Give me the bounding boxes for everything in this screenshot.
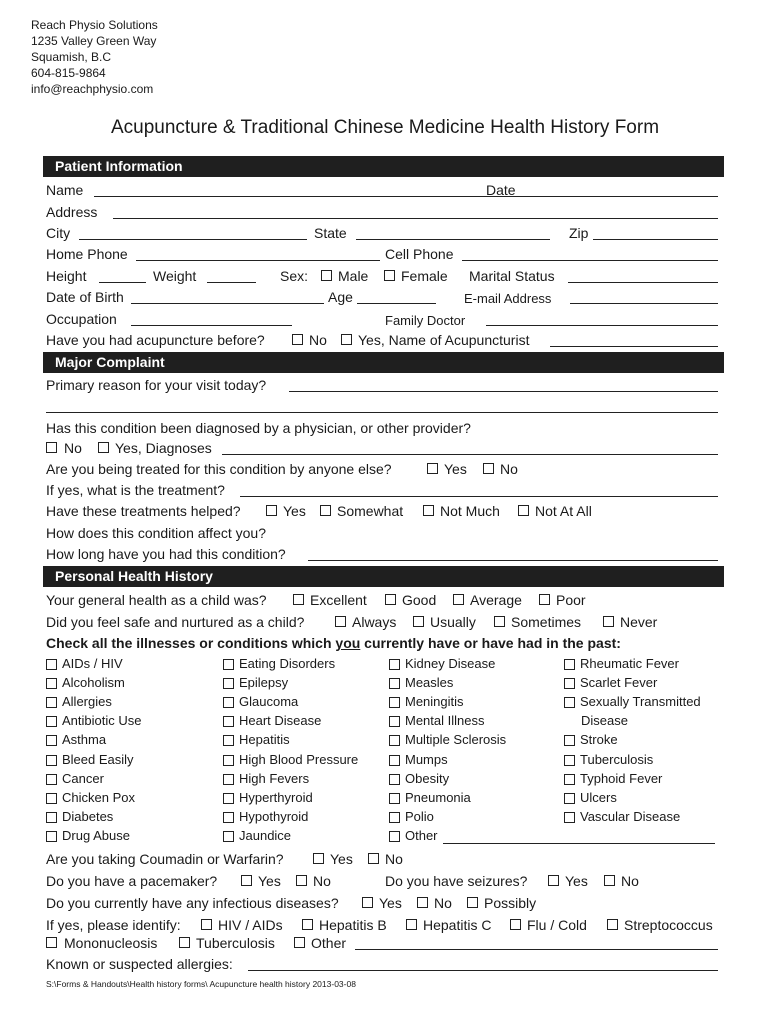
row-infectious — [46, 895, 718, 915]
infectious-label: Do you currently have any infectious diseases? — [46, 895, 339, 911]
address-label: Address — [46, 204, 98, 220]
condition-label: Asthma — [62, 732, 107, 747]
identify-label: If yes, please identify: — [46, 917, 181, 933]
row-diagnoses — [46, 440, 718, 460]
weight-label: Weight — [153, 268, 197, 284]
good-label: Good — [402, 592, 437, 608]
infectious-possibly-checkbox[interactable] — [467, 897, 478, 908]
always-label: Always — [352, 614, 397, 630]
row-helped — [46, 503, 718, 523]
condition-label: Jaundice — [239, 828, 292, 843]
clinic-name: Reach Physio Solutions — [31, 18, 158, 32]
hepatitis-b-label: Hepatitis B — [319, 917, 387, 933]
home-phone-field[interactable] — [136, 246, 380, 261]
usually-label: Usually — [430, 614, 476, 630]
name-label: Name — [46, 182, 84, 198]
coumadin-no-checkbox[interactable] — [368, 853, 379, 864]
treated-yes-checkbox[interactable] — [427, 463, 438, 474]
diagnosed-label: Has this condition been diagnosed by a physician, or other provider? — [46, 420, 471, 436]
child-health-label: Your general health as a child was? — [46, 592, 267, 608]
helped-somewhat-label: Somewhat — [337, 503, 404, 519]
seizures-label: Do you have seizures? — [385, 873, 528, 889]
helped-yes-checkbox[interactable] — [266, 505, 277, 516]
condition-label: Stroke — [580, 732, 618, 747]
pacemaker-yes-label: Yes — [258, 873, 281, 889]
seizures-yes-label: Yes — [565, 873, 588, 889]
condition-checkbox[interactable] — [564, 774, 575, 785]
clinic-city: Squamish, B.C — [31, 50, 112, 64]
height-label: Height — [46, 268, 87, 284]
condition-checkbox[interactable] — [389, 716, 400, 727]
pacemaker-yes-checkbox[interactable] — [241, 875, 252, 886]
condition-checkbox[interactable] — [389, 697, 400, 708]
helped-not-at-all-label: Not At All — [535, 503, 592, 519]
diagnoses-label: Yes, Diagnoses — [115, 440, 212, 456]
condition-checkbox[interactable] — [46, 793, 57, 804]
helped-label: Have these treatments helped? — [46, 503, 241, 519]
acupuncture-no-checkbox[interactable] — [292, 334, 303, 345]
how-long-label: How long have you had this condition? — [46, 546, 286, 562]
condition-checkbox[interactable] — [564, 755, 575, 766]
condition-checkbox[interactable] — [389, 659, 400, 670]
zip-label: Zip — [569, 225, 589, 241]
condition-label: Vascular Disease — [580, 809, 681, 824]
condition-checkbox[interactable] — [389, 774, 400, 785]
helped-somewhat-checkbox[interactable] — [320, 505, 331, 516]
section-major-complaint: Major Complaint — [43, 352, 724, 373]
affect-label: How does this condition affect you? — [46, 525, 266, 541]
state-field[interactable] — [356, 225, 550, 240]
condition-checkbox[interactable] — [46, 659, 57, 670]
condition-label: Typhoid Fever — [580, 771, 663, 786]
condition-checkbox[interactable] — [223, 659, 234, 670]
streptococcus-checkbox[interactable] — [607, 919, 618, 930]
condition-checkbox[interactable] — [389, 678, 400, 689]
allergies-field[interactable] — [248, 956, 718, 971]
row-acupuncture-before — [46, 332, 718, 352]
clinic-street: 1235 Valley Green Way — [31, 34, 157, 48]
age-field[interactable] — [357, 289, 436, 304]
row-occupation-doctor — [46, 311, 718, 331]
footer-path: S:\Forms & Handouts\Health history forms\ Acupuncture health history 2013-03-08 — [46, 979, 356, 989]
how-long-field[interactable] — [308, 546, 718, 561]
zip-field[interactable] — [593, 225, 718, 240]
row-check-instructions — [46, 635, 718, 655]
seizures-no-label: No — [621, 873, 639, 889]
treated-label: Are you being treated for this condition by anyone else? — [46, 461, 392, 477]
name-field[interactable] — [94, 182, 528, 197]
age-label: Age — [328, 289, 353, 305]
sex-label: Sex: — [280, 268, 309, 284]
coumadin-yes-checkbox[interactable] — [313, 853, 324, 864]
infectious-other-checkbox[interactable] — [294, 937, 305, 948]
pacemaker-no-checkbox[interactable] — [296, 875, 307, 886]
condition-checkbox[interactable] — [389, 793, 400, 804]
condition-checkbox[interactable] — [223, 716, 234, 727]
city-label: City — [46, 225, 71, 241]
diagnosed-yes-checkbox[interactable] — [98, 442, 109, 453]
diagnoses-field[interactable] — [222, 440, 718, 455]
row-how-long — [46, 546, 718, 566]
excellent-checkbox[interactable] — [293, 594, 304, 605]
condition-checkbox[interactable] — [389, 812, 400, 823]
average-label: Average — [470, 592, 522, 608]
pacemaker-label: Do you have a pacemaker? — [46, 873, 218, 889]
row-mono-tb-other — [46, 935, 718, 955]
diagnosed-no-label: No — [64, 440, 82, 456]
condition-other-field[interactable] — [443, 829, 715, 844]
seizures-yes-checkbox[interactable] — [548, 875, 559, 886]
condition-label: Hyperthyroid — [239, 790, 313, 805]
coumadin-yes-label: Yes — [330, 851, 353, 867]
email-label: E-mail Address — [464, 291, 552, 306]
infectious-no-label: No — [434, 895, 452, 911]
never-label: Never — [620, 614, 658, 630]
condition-checkbox[interactable] — [223, 812, 234, 823]
condition-label: Cancer — [62, 771, 104, 786]
check-instructions-you: you — [335, 635, 361, 651]
family-doctor-label: Family Doctor — [385, 313, 466, 328]
check-instructions — [46, 635, 621, 652]
condition-label: Sexually Transmitted — [580, 694, 701, 709]
primary-reason-field[interactable] — [289, 377, 718, 392]
primary-reason-field-2[interactable] — [46, 398, 718, 413]
condition-label: Heart Disease — [239, 713, 322, 728]
helped-yes-label: Yes — [283, 503, 306, 519]
condition-label: Tuberculosis — [580, 752, 654, 767]
treated-no-label: No — [500, 461, 518, 477]
infectious-possibly-label: Possibly — [484, 895, 537, 911]
row-phones — [46, 246, 718, 266]
condition-label: AIDs / HIV — [62, 656, 123, 671]
condition-checkbox[interactable] — [564, 659, 575, 670]
marital-status-field[interactable] — [568, 268, 718, 283]
condition-label: High Fevers — [239, 771, 310, 786]
cell-phone-label: Cell Phone — [385, 246, 454, 262]
hiv-label: HIV / AIDs — [218, 917, 283, 933]
condition-label: Epilepsy — [239, 675, 289, 690]
condition-checkbox[interactable] — [223, 755, 234, 766]
infectious-other-field[interactable] — [355, 935, 718, 950]
dob-field[interactable] — [131, 289, 324, 304]
male-checkbox[interactable] — [321, 270, 332, 281]
condition-label: Chicken Pox — [62, 790, 135, 805]
acupuncturist-name-label: Yes, Name of Acupuncturist — [358, 332, 530, 348]
tuberculosis-checkbox[interactable] — [179, 937, 190, 948]
flu-cold-checkbox[interactable] — [510, 919, 521, 930]
always-checkbox[interactable] — [335, 616, 346, 627]
condition-label: Kidney Disease — [405, 656, 496, 671]
flu-cold-label: Flu / Cold — [527, 917, 587, 933]
condition-label: Drug Abuse — [62, 828, 130, 843]
condition-label: Other — [405, 828, 438, 843]
condition-label: Bleed Easily — [62, 752, 134, 767]
helped-not-much-checkbox[interactable] — [423, 505, 434, 516]
condition-label: Multiple Sclerosis — [405, 732, 507, 747]
poor-checkbox[interactable] — [539, 594, 550, 605]
family-doctor-field[interactable] — [486, 311, 718, 326]
condition-checkbox[interactable] — [46, 831, 57, 842]
row-diagnosed — [46, 420, 718, 440]
condition-checkbox[interactable] — [223, 735, 234, 746]
row-pacemaker-seizures — [46, 873, 718, 893]
cell-phone-field[interactable] — [462, 246, 718, 261]
condition-checkbox[interactable] — [389, 831, 400, 842]
condition-label: Alcoholism — [62, 675, 125, 690]
condition-checkbox[interactable] — [564, 735, 575, 746]
row-treated — [46, 461, 718, 481]
condition-label: Scarlet Fever — [580, 675, 658, 690]
form-title: Acupuncture & Traditional Chinese Medicine Health History Form — [110, 117, 660, 138]
condition-checkbox[interactable] — [223, 831, 234, 842]
condition-checkbox[interactable] — [46, 716, 57, 727]
condition-checkbox[interactable] — [223, 678, 234, 689]
treatment-field[interactable] — [240, 482, 718, 497]
hepatitis-c-checkbox[interactable] — [406, 919, 417, 930]
hepatitis-b-checkbox[interactable] — [302, 919, 313, 930]
condition-label: Eating Disorders — [239, 656, 336, 671]
treatment-label: If yes, what is the treatment? — [46, 482, 225, 498]
condition-label: Pneumonia — [405, 790, 471, 805]
condition-label: Mental Illness — [405, 713, 485, 728]
condition-checkbox[interactable] — [46, 697, 57, 708]
check-instructions-pre: Check all the illnesses or conditions which — [46, 635, 336, 651]
condition-label: Allergies — [62, 694, 112, 709]
height-field[interactable] — [99, 268, 146, 283]
average-checkbox[interactable] — [453, 594, 464, 605]
condition-label: Obesity — [405, 771, 450, 786]
seizures-no-checkbox[interactable] — [604, 875, 615, 886]
condition-checkbox[interactable] — [46, 774, 57, 785]
good-checkbox[interactable] — [385, 594, 396, 605]
condition-checkbox[interactable] — [389, 755, 400, 766]
condition-checkbox[interactable] — [223, 697, 234, 708]
marital-status-label: Marital Status — [469, 268, 555, 284]
condition-label: Diabetes — [62, 809, 114, 824]
city-field[interactable] — [79, 225, 307, 240]
streptococcus-label: Streptococcus — [624, 917, 713, 933]
date-label: Date — [486, 182, 516, 198]
infectious-other-label: Other — [311, 935, 347, 951]
row-affect — [46, 525, 718, 545]
never-checkbox[interactable] — [603, 616, 614, 627]
tuberculosis-label: Tuberculosis — [196, 935, 275, 951]
section-patient-information: Patient Information — [43, 156, 724, 177]
date-field[interactable] — [525, 182, 718, 197]
condition-label: Ulcers — [580, 790, 617, 805]
condition-label: Polio — [405, 809, 434, 824]
condition-checkbox[interactable] — [389, 735, 400, 746]
occupation-field[interactable] — [131, 311, 292, 326]
condition-checkbox[interactable] — [46, 678, 57, 689]
row-dob-age-email — [46, 289, 718, 309]
condition-checkbox[interactable] — [223, 774, 234, 785]
address-field[interactable] — [113, 204, 718, 219]
mononucleosis-label: Mononucleosis — [64, 935, 158, 951]
row-allergies — [46, 956, 718, 976]
coumadin-no-label: No — [385, 851, 403, 867]
check-instructions-post: currently have or have had in the past: — [360, 635, 621, 651]
condition-label: Hepatitis — [239, 732, 290, 747]
occupation-label: Occupation — [46, 311, 117, 327]
safe-nurtured-label: Did you feel safe and nurtured as a child? — [46, 614, 305, 630]
sometimes-label: Sometimes — [511, 614, 582, 630]
weight-field[interactable] — [207, 268, 256, 283]
acupuncturist-name-field[interactable] — [550, 332, 718, 347]
allergies-label: Known or suspected allergies: — [46, 956, 233, 972]
condition-label-continued: Disease — [581, 713, 628, 728]
helped-not-much-label: Not Much — [440, 503, 500, 519]
diagnosed-no-checkbox[interactable] — [46, 442, 57, 453]
usually-checkbox[interactable] — [413, 616, 424, 627]
female-checkbox[interactable] — [384, 270, 395, 281]
acupuncture-yes-checkbox[interactable] — [341, 334, 352, 345]
pacemaker-no-label: No — [313, 873, 331, 889]
excellent-label: Excellent — [310, 592, 367, 608]
condition-checkbox[interactable] — [223, 793, 234, 804]
section-personal-health-history: Personal Health History — [43, 566, 724, 587]
primary-reason-label: Primary reason for your visit today? — [46, 377, 267, 393]
infectious-no-checkbox[interactable] — [417, 897, 428, 908]
condition-label: Meningitis — [405, 694, 464, 709]
condition-label: Antibiotic Use — [62, 713, 142, 728]
clinic-phone: 604-815-9864 — [31, 66, 106, 80]
row-name-date — [46, 182, 718, 202]
condition-checkbox[interactable] — [46, 755, 57, 766]
condition-label: Rheumatic Fever — [580, 656, 679, 671]
row-coumadin — [46, 851, 718, 871]
row-child-health — [46, 592, 718, 612]
condition-label: High Blood Pressure — [239, 752, 359, 767]
treated-no-checkbox[interactable] — [483, 463, 494, 474]
row-identify — [46, 917, 718, 937]
hepatitis-c-label: Hepatitis C — [423, 917, 492, 933]
hiv-checkbox[interactable] — [201, 919, 212, 930]
row-treatment — [46, 482, 718, 502]
poor-label: Poor — [556, 592, 586, 608]
treated-yes-label: Yes — [444, 461, 467, 477]
row-address — [46, 204, 718, 224]
home-phone-label: Home Phone — [46, 246, 128, 262]
acupuncture-no-label: No — [309, 332, 327, 348]
dob-label: Date of Birth — [46, 289, 124, 305]
condition-checkbox[interactable] — [46, 812, 57, 823]
sometimes-checkbox[interactable] — [494, 616, 505, 627]
coumadin-label: Are you taking Coumadin or Warfarin? — [46, 851, 284, 867]
row-city-state-zip — [46, 225, 718, 245]
row-height-weight-sex — [46, 268, 718, 288]
row-primary-reason-cont — [46, 398, 718, 418]
female-label: Female — [401, 268, 448, 284]
helped-not-at-all-checkbox[interactable] — [518, 505, 529, 516]
condition-label: Mumps — [405, 752, 448, 767]
male-label: Male — [338, 268, 369, 284]
mononucleosis-checkbox[interactable] — [46, 937, 57, 948]
condition-checkbox[interactable] — [564, 812, 575, 823]
condition-checkbox[interactable] — [564, 697, 575, 708]
condition-checkbox[interactable] — [564, 678, 575, 689]
row-primary-reason — [46, 377, 718, 397]
acupuncture-before-label: Have you had acupuncture before? — [46, 332, 265, 348]
row-safe-nurtured — [46, 614, 718, 634]
state-label: State — [314, 225, 347, 241]
condition-label: Measles — [405, 675, 454, 690]
condition-checkbox[interactable] — [46, 735, 57, 746]
condition-label: Hypothyroid — [239, 809, 309, 824]
infectious-yes-checkbox[interactable] — [362, 897, 373, 908]
condition-label: Glaucoma — [239, 694, 299, 709]
condition-checkbox[interactable] — [564, 793, 575, 804]
email-field[interactable] — [570, 289, 718, 304]
infectious-yes-label: Yes — [379, 895, 402, 911]
clinic-email: info@reachphysio.com — [31, 82, 154, 96]
